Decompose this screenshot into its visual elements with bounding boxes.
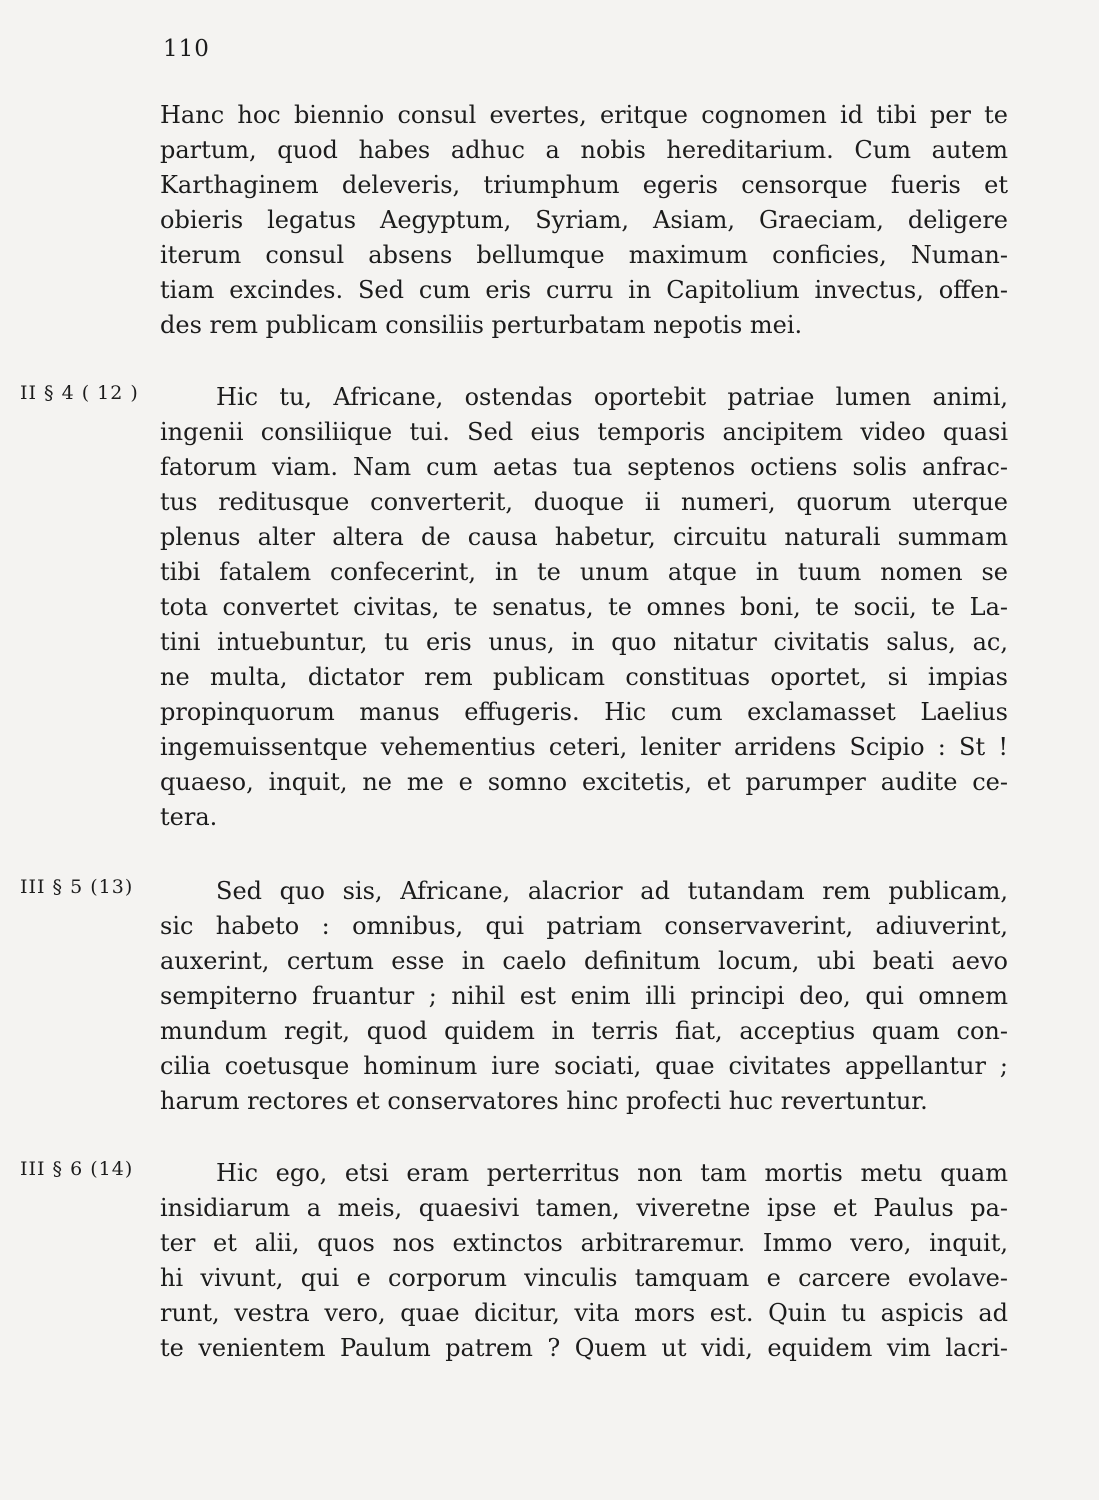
text-line: quaeso, inquit, ne me e somno excitetis, et parumper audite ce- bbox=[160, 768, 1008, 796]
section-marker: II § 4 ( 12 ) bbox=[20, 382, 139, 404]
text-line: tiam excindes. Sed cum eris curru in Capitolium invectus, offen- bbox=[160, 276, 1008, 304]
text-line: cilia coetusque hominum iure sociati, quae civitates appellantur ; bbox=[160, 1052, 1008, 1080]
text-line: Hanc hoc biennio consul evertes, eritque cognomen id tibi per te bbox=[160, 101, 1008, 129]
text-line: plenus alter altera de causa habetur, circuitu naturali summam bbox=[160, 523, 1008, 551]
text-line: insidiarum a meis, quaesivi tamen, viveretne ipse et Paulus pa- bbox=[160, 1194, 1008, 1222]
text-line: Karthaginem deleveris, triumphum egeris censorque fueris et bbox=[160, 171, 1008, 199]
text-line: te venientem Paulum patrem ? Quem ut vidi, equidem vim lacri- bbox=[160, 1334, 1008, 1362]
page-number: 110 bbox=[163, 36, 210, 62]
text-line: tota convertet civitas, te senatus, te omnes boni, te socii, te La- bbox=[160, 593, 1008, 621]
text-line: Hic ego, etsi eram perterritus non tam mortis metu quam bbox=[216, 1159, 1008, 1187]
text-line: sempiterno fruantur ; nihil est enim illi principi deo, qui omnem bbox=[160, 982, 1008, 1010]
text-line: auxerint, certum esse in caelo definitum locum, ubi beati aevo bbox=[160, 947, 1008, 975]
text-line: tibi fatalem confecerint, in te unum atque in tuum nomen se bbox=[160, 558, 1008, 586]
text-line: sic habeto : omnibus, qui patriam conservaverint, adiuverint, bbox=[160, 912, 1008, 940]
text-line: fatorum viam. Nam cum aetas tua septenos octiens solis anfrac- bbox=[160, 453, 1008, 481]
text-line: iterum consul absens bellumque maximum conficies, Numan- bbox=[160, 241, 1008, 269]
text-line: ingenii consiliique tui. Sed eius temporis ancipitem video quasi bbox=[160, 418, 1008, 446]
text-line: ne multa, dictator rem publicam constituas oportet, si impias bbox=[160, 663, 1008, 691]
text-line: ter et alii, quos nos extinctos arbitraremur. Immo vero, inquit, bbox=[160, 1229, 1008, 1257]
text-line: propinquorum manus effugeris. Hic cum exclamasset Laelius bbox=[160, 698, 1008, 726]
section-marker: III § 5 (13) bbox=[20, 876, 134, 898]
text-line: mundum regit, quod quidem in terris fiat, acceptius quam con- bbox=[160, 1017, 1008, 1045]
text-line: Sed quo sis, Africane, alacrior ad tutandam rem publicam, bbox=[216, 877, 1008, 905]
section-marker: III § 6 (14) bbox=[20, 1158, 134, 1180]
text-line: tus reditusque converterit, duoque ii numeri, quorum uterque bbox=[160, 488, 1008, 516]
text-line: runt, vestra vero, quae dicitur, vita mors est. Quin tu aspicis ad bbox=[160, 1299, 1008, 1327]
text-line: tera. bbox=[160, 803, 218, 831]
text-line: des rem publicam consiliis perturbatam nepotis mei. bbox=[160, 311, 803, 339]
text-line: hi vivunt, qui e corporum vinculis tamquam e carcere evolave- bbox=[160, 1264, 1008, 1292]
text-line: tini intuebuntur, tu eris unus, in quo nitatur civitatis salus, ac, bbox=[160, 628, 1008, 656]
text-line: ingemuissentque vehementius ceteri, leniter arridens Scipio : St ! bbox=[160, 733, 1008, 761]
text-line: obieris legatus Aegyptum, Syriam, Asiam, Graeciam, deligere bbox=[160, 206, 1008, 234]
text-line: Hic tu, Africane, ostendas oportebit patriae lumen animi, bbox=[216, 383, 1008, 411]
text-line: partum, quod habes adhuc a nobis hereditarium. Cum autem bbox=[160, 136, 1008, 164]
text-line: harum rectores et conservatores hinc profecti huc revertuntur. bbox=[160, 1087, 928, 1115]
